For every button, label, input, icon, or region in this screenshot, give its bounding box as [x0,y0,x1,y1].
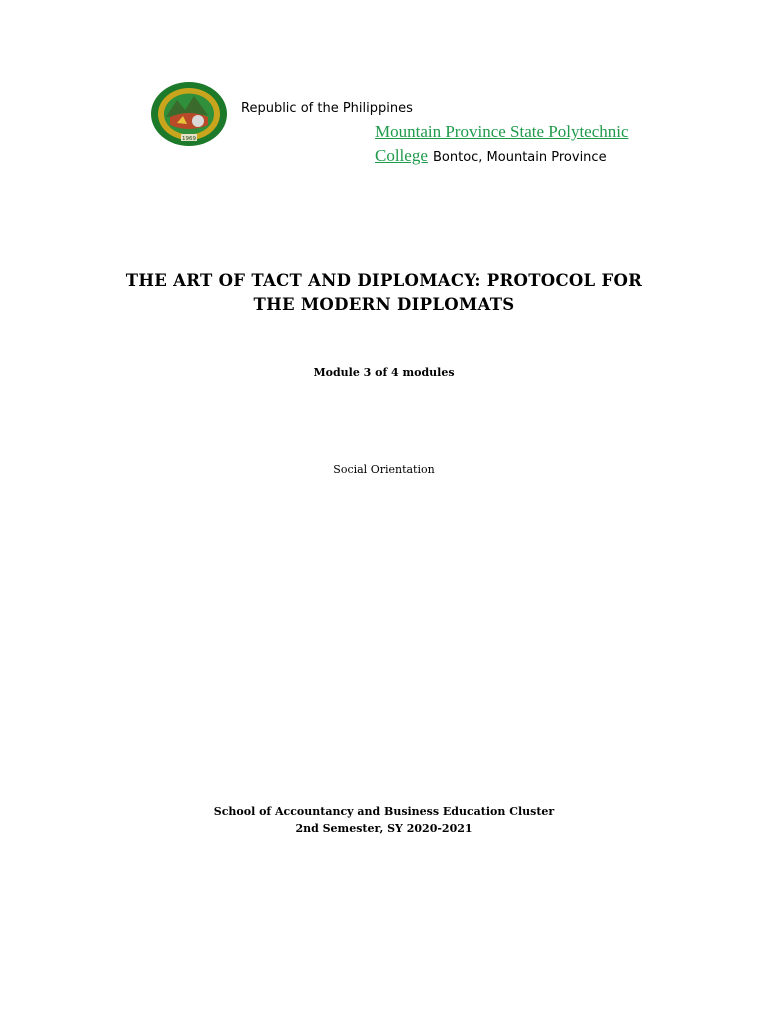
institution-name-line1[interactable]: Mountain Province State Polytechnic [375,122,629,141]
cluster-name: School of Accountancy and Business Education Cluster [213,805,555,818]
svg-text:1969: 1969 [182,136,196,142]
title-line2: THE MODERN DIPLOMATS [253,295,515,314]
module-label: Module 3 of 4 modules [313,366,455,379]
institution-name-line2[interactable]: College [375,146,428,165]
subject-label: Social Orientation [333,463,435,476]
institution-line2 [375,146,607,166]
document-title [60,269,708,317]
footer [0,803,768,837]
college-seal-logo [150,81,228,147]
semester-label: 2nd Semester, SY 2020-2021 [295,822,473,835]
title-line1: THE ART OF TACT AND DIPLOMACY: PROTOCOL FOR [125,271,643,290]
republic-label: Republic of the Philippines [241,101,413,116]
institution-location: Bontoc, Mountain Province [432,150,607,165]
